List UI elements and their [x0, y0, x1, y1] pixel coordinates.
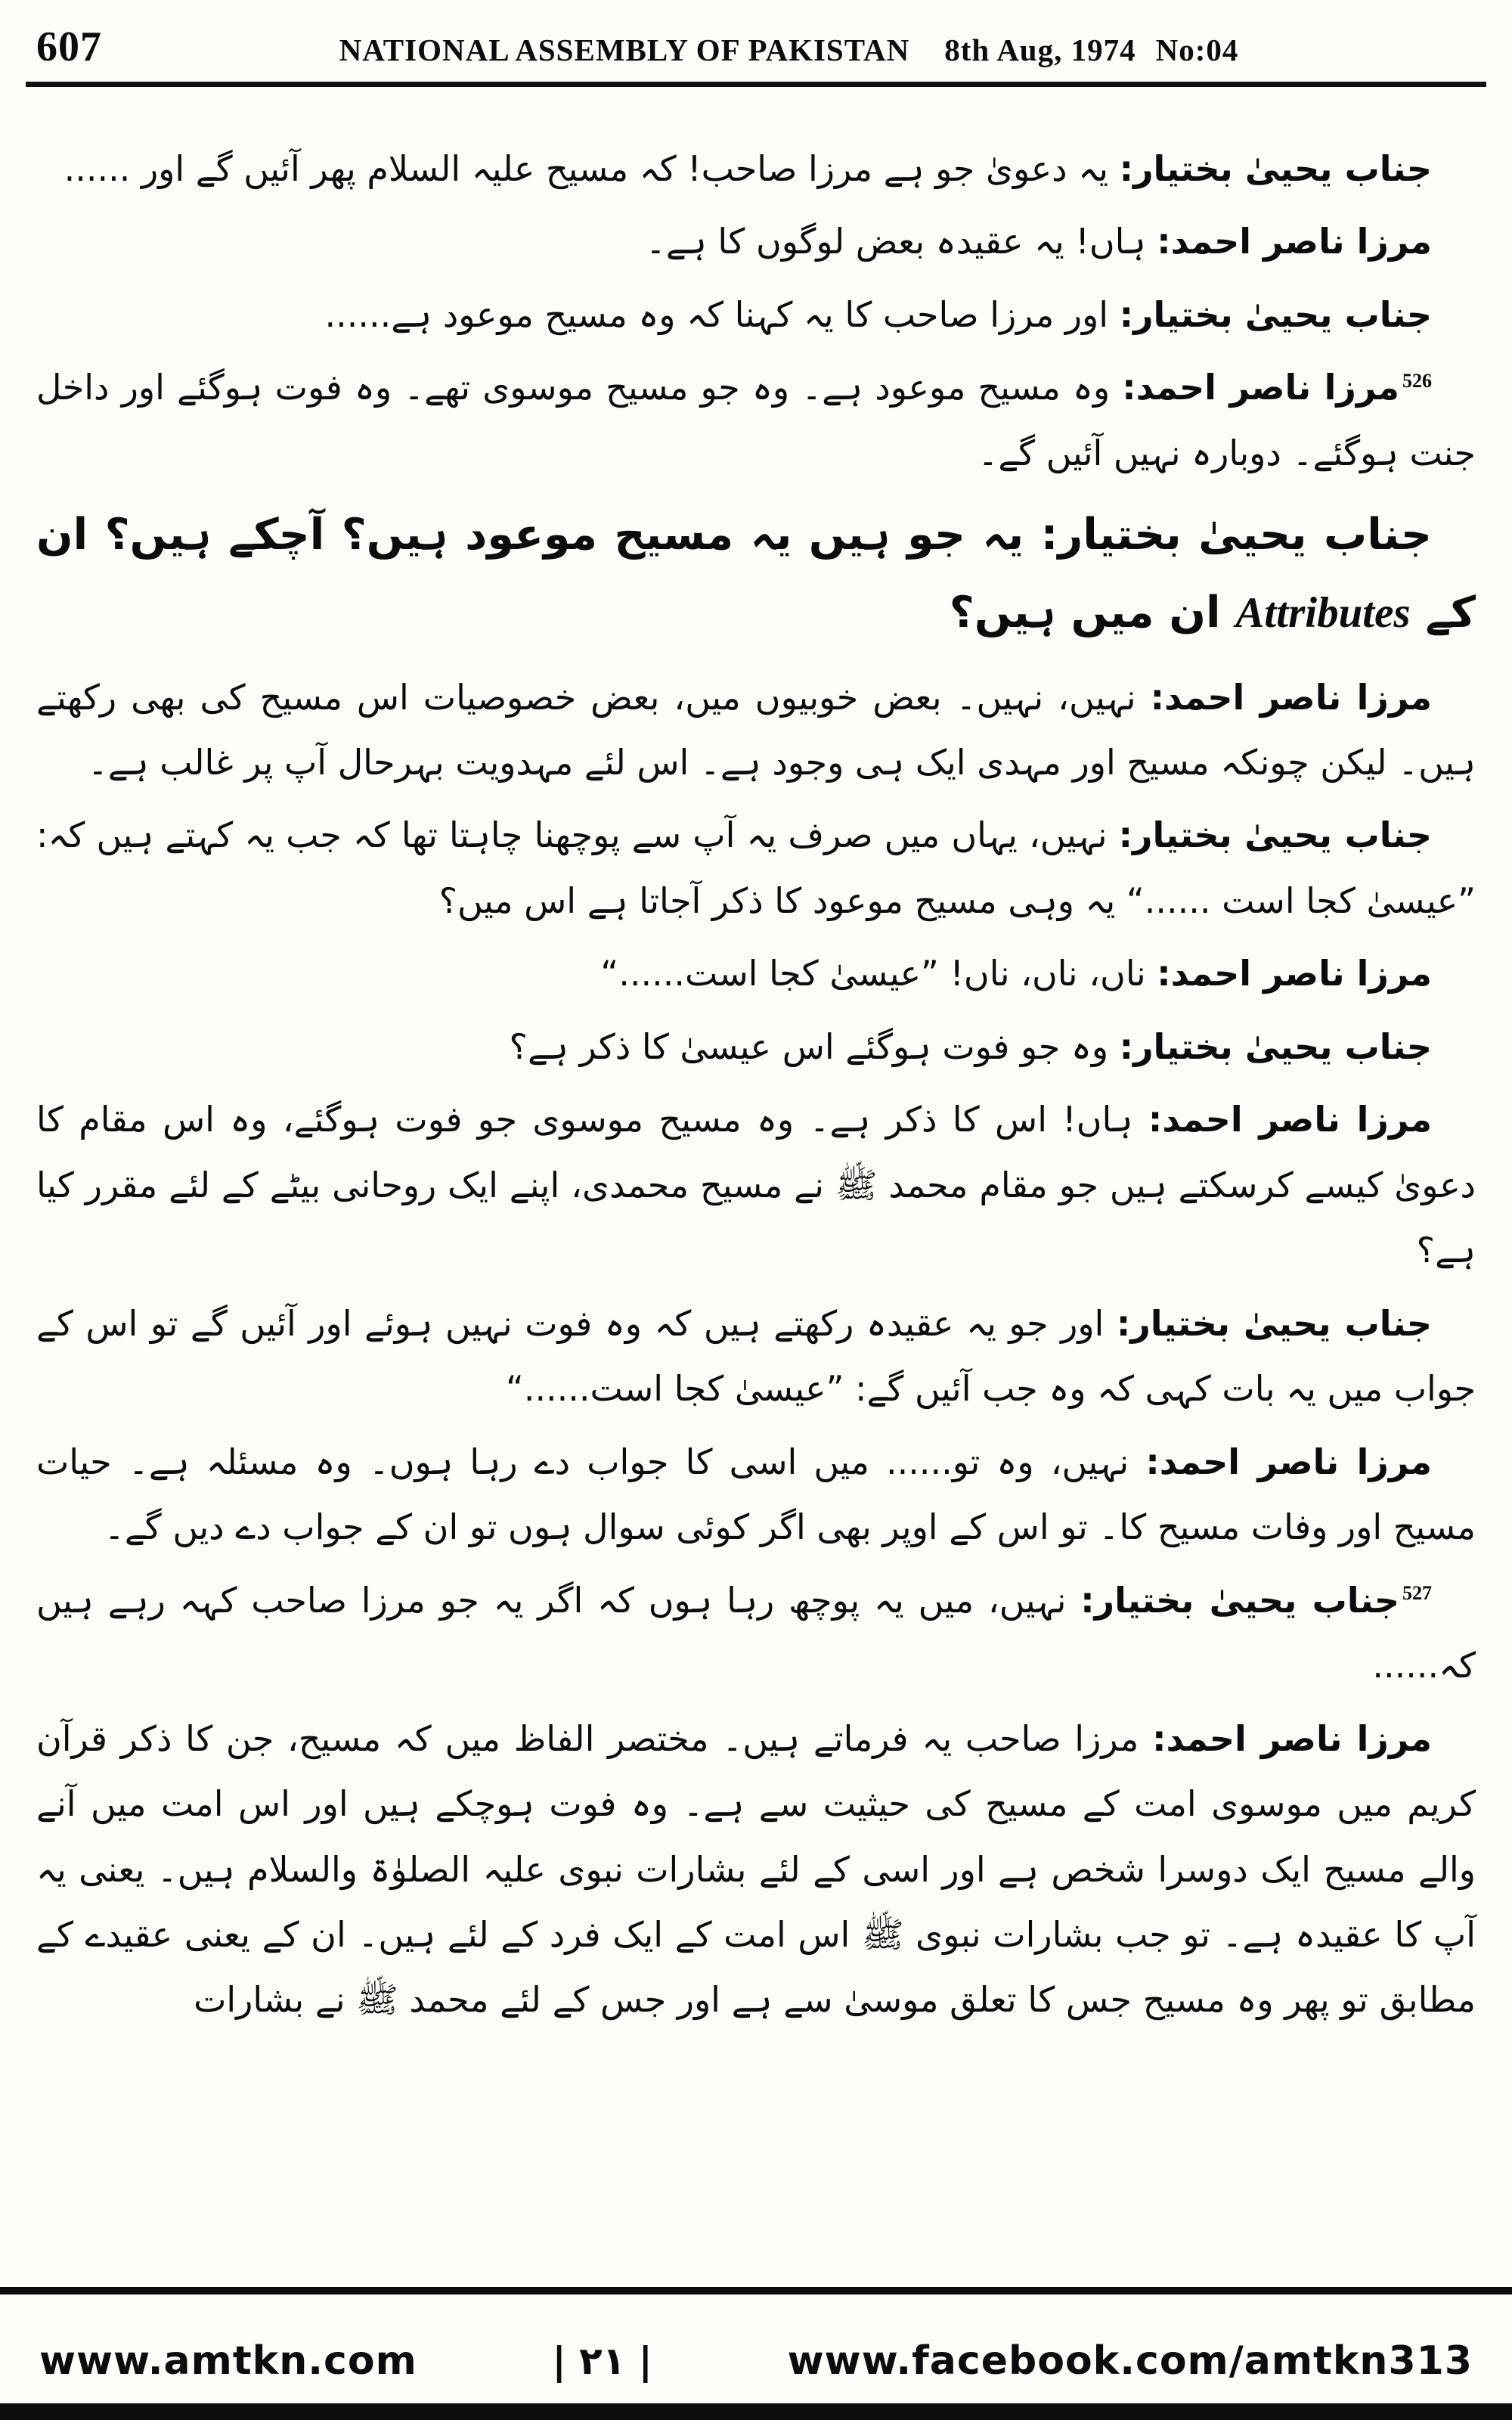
- dialogue-paragraph: [36, 1568, 1476, 1699]
- transcript-body: [0, 115, 1512, 2246]
- speech-text: اور مرزا صاحب کا یہ کہنا کہ وہ مسیح موعود ہے......: [324, 293, 1109, 335]
- dialogue-paragraph: [36, 941, 1476, 1006]
- dialogue-paragraph: [36, 136, 1476, 201]
- speaker-name: جناب یحییٰ بختیار:: [1040, 510, 1432, 560]
- speech-text: نہیں، یہاں میں صرف یہ آپ سے پوچھنا چاہتا تھا کہ جب یہ کہتے ہیں کہ: ”عیسیٰ کجا است ......“ یہ وہی مسیح موعود کا ذکر آجاتا ہے اس میں؟: [36, 814, 1476, 921]
- footer-page-number-urdu: | ۲۱ |: [552, 2339, 652, 2383]
- speaker-name: جناب یحییٰ بختیار:: [1119, 148, 1432, 189]
- bottom-edge-bar: [0, 2403, 1512, 2420]
- speaker-name: جناب یحییٰ بختیار:: [1080, 1579, 1399, 1621]
- speech-text: یہ جو ہیں یہ مسیح موعود ہیں؟ آچکے ہیں؟ ان کے: [36, 510, 1476, 638]
- speech-text-continued: ان میں ہیں؟: [949, 587, 1236, 638]
- speech-text: اور جو یہ عقیدہ رکھتے ہیں کہ وہ فوت نہیں ہوئے اور آئیں گے تو اس کے جواب میں یہ بات کہی کہ وہ جب آئیں گے: ”عیسیٰ کجا است......“: [36, 1302, 1476, 1410]
- speech-text: نہیں، میں یہ پوچھ رہا ہوں کہ اگر یہ جو مرزا صاحب کہہ رہے ہیں کہ......: [36, 1579, 1476, 1686]
- latin-word-attributes: Attributes: [1235, 588, 1411, 637]
- dialogue-paragraph: [36, 282, 1476, 347]
- page-number: 607: [36, 23, 102, 70]
- dialogue-paragraph: [36, 1014, 1476, 1079]
- margin-number-526: 526: [1402, 370, 1432, 392]
- dialogue-paragraph: [36, 665, 1476, 796]
- speaker-name: مرزا ناصر احمد:: [1157, 221, 1432, 262]
- dialogue-paragraph: [36, 1291, 1476, 1422]
- header-issue-number: No:04: [1155, 33, 1239, 67]
- speaker-name: جناب یحییٰ بختیار:: [1116, 1302, 1433, 1344]
- margin-number-527: 527: [1402, 1582, 1432, 1605]
- page-header: [0, 0, 1512, 74]
- speech-text: ہاں! یہ عقیدہ بعض لوگوں کا ہے۔: [645, 221, 1146, 262]
- speaker-name: مرزا ناصر احمد:: [1152, 1717, 1433, 1759]
- speech-text: نہیں، نہیں۔ بعض خوبیوں میں، بعض خصوصیات اس مسیح کی بھی رکھتے ہیں۔ لیکن چونکہ مسیح اور مہدی ایک ہی وجود ہے۔ اس لئے مہدویت بہرحال آپ پر غالب ہے۔: [36, 676, 1476, 783]
- speaker-name: جناب یحییٰ بختیار:: [1118, 814, 1432, 856]
- dialogue-paragraph: [36, 1706, 1476, 2033]
- header-rule: [26, 82, 1486, 87]
- speech-text: یہ دعویٰ جو ہے مرزا صاحب! کہ مسیح علیہ السلام پھر آئیں گے اور ......: [64, 148, 1109, 189]
- speaker-name: مرزا ناصر احمد:: [1148, 1099, 1433, 1140]
- header-title-group: [102, 32, 1476, 68]
- footer-website: www.amtkn.com: [39, 2338, 417, 2384]
- dialogue-paragraph-emphasized: [36, 496, 1476, 652]
- speaker-name: مرزا ناصر احمد:: [1157, 953, 1432, 994]
- speech-text: ناں، ناں، ناں! ”عیسیٰ کجا است......“: [600, 953, 1146, 994]
- dialogue-paragraph: [36, 1087, 1476, 1283]
- dialogue-paragraph: [36, 1429, 1476, 1560]
- dialogue-paragraph: [36, 355, 1476, 486]
- footer-rule: [0, 2287, 1512, 2294]
- speech-text: مرزا صاحب یہ فرماتے ہیں۔ مختصر الفاظ میں کہ مسیح، جن کا ذکر قرآن کریم میں موسوی امت کے مسیح کی حیثیت سے ہے۔ وہ فوت ہوچکے ہیں اور اس امت میں آنے والے مسیح ایک دوسرا شخص ہے اور اسی کے لئے بشارات نبوی علیہ الصلوٰۃ والسلام ہیں۔ یعنی یہ آپ کا عقیدہ ہے۔ تو جب بشارات نبوی ﷺ اس امت کے ایک فرد کے لئے ہیں۔ ان کے یعنی عقیدے کے مطابق تو پھر وہ مسیح جس کا تعلق موسیٰ سے ہے اور جس کے لئے محمد ﷺ نے بشارات: [36, 1717, 1476, 2021]
- page-footer: [0, 2338, 1512, 2384]
- speaker-name: جناب یحییٰ بختیار:: [1119, 1025, 1432, 1067]
- speaker-name: مرزا ناصر احمد:: [1150, 676, 1433, 718]
- speaker-name: مرزا ناصر احمد:: [1122, 367, 1399, 408]
- speaker-name: جناب یحییٰ بختیار:: [1119, 293, 1432, 335]
- speech-text: وہ جو فوت ہوگئے اس عیسیٰ کا ذکر ہے؟: [509, 1025, 1109, 1067]
- header-date: 8th Aug, 1974: [944, 33, 1136, 67]
- speech-text: نہیں، وہ تو...... میں اسی کا جواب دے رہا ہوں۔ وہ مسئلہ ہے۔ حیات مسیح اور وفات مسیح کا۔ تو اس کے اوپر بھی اگر کوئی سوال ہوں تو ان کے جواب دے دیں گے۔: [36, 1441, 1476, 1548]
- footer-facebook-url: www.facebook.com/amtkn313: [787, 2338, 1473, 2384]
- speech-text: ہاں! اس کا ذکر ہے۔ وہ مسیح موسوی جو فوت ہوگئے، وہ اس مقام کا دعویٰ کیسے کرسکتے ہیں جو مقام محمد ﷺ نے مسیح محمدی، اپنے ایک روحانی بیٹے کے لئے مقرر کیا ہے؟: [36, 1099, 1476, 1271]
- dialogue-paragraph: [36, 209, 1476, 274]
- dialogue-paragraph: [36, 802, 1476, 933]
- speech-text: وہ مسیح موعود ہے۔ وہ جو مسیح موسوی تھے۔ وہ فوت ہوگئے اور داخل جنت ہوگئے۔ دوبارہ نہیں آئیں گے۔: [36, 367, 1476, 473]
- assembly-title: NATIONAL ASSEMBLY OF PAKISTAN: [339, 33, 910, 67]
- speaker-name: مرزا ناصر احمد:: [1145, 1441, 1432, 1482]
